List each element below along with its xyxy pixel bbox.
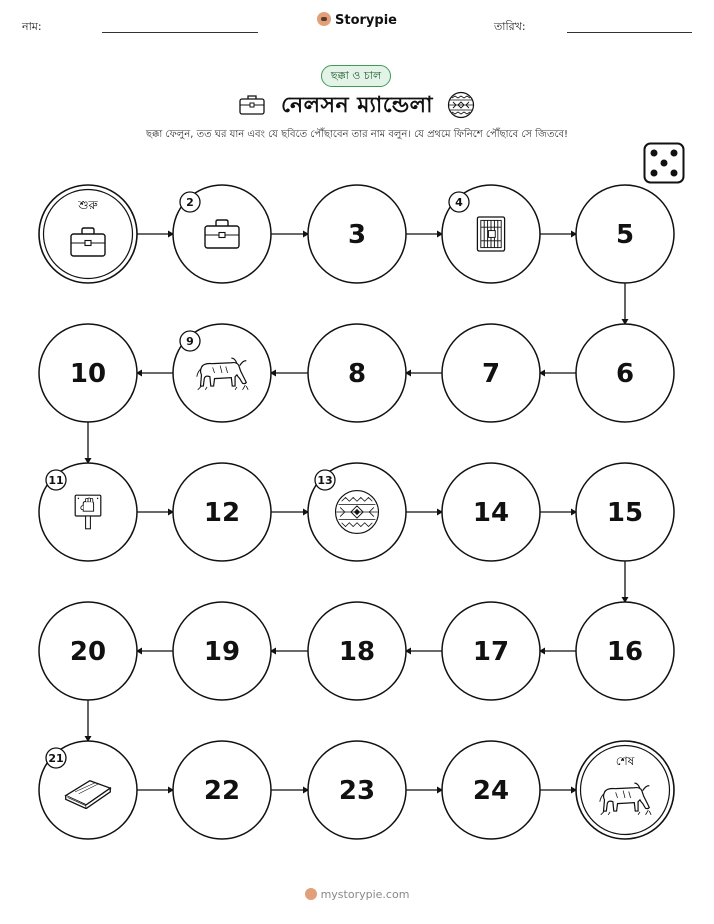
path-arrow [271,509,309,516]
footer [0,888,714,901]
board-cell [39,463,137,561]
path-arrow [85,700,92,742]
path-arrow [622,283,629,325]
board-cell [308,741,406,839]
cell-number-badge [315,470,335,490]
finish-label: শেষ [615,754,635,768]
cell-number: 18 [338,637,376,667]
board-cell [308,324,406,422]
storypie-logo-icon [305,888,317,900]
svg-text:11: 11 [48,474,64,487]
instructions: ছক্কা ফেলুন, তত ঘর যান এবং যে ছবিতে পৌঁছাবেন তার নাম বলুন। যে প্রথমে ফিনিশে পৌঁছাবে সে জিতবে! [145,129,569,140]
path-arrow [539,648,576,655]
cell-number-badge [46,470,66,490]
path-arrow [137,787,174,794]
board-cell [308,602,406,700]
path-arrow [136,648,173,655]
cell-number: 16 [606,637,644,667]
cell-number: 17 [472,637,510,667]
svg-text:2: 2 [186,196,194,209]
start-label: শুরু [78,198,98,212]
board-cell [308,185,406,283]
path-arrow [270,648,308,655]
cell-number: 6 [615,359,635,389]
cell-number: 3 [347,220,367,250]
date-label: তারিখ: [494,20,526,33]
cell-number: 24 [472,776,510,806]
board-cell [576,602,674,700]
board-cell [442,602,540,700]
path-arrow [85,422,92,464]
african-shield-icon [336,491,379,534]
cell-number: 12 [203,498,241,528]
path-arrow [137,509,174,516]
path-arrow [622,561,629,603]
board-cell [576,463,674,561]
board-cell [442,463,540,561]
board-cell [576,185,674,283]
cell-number-badge [449,192,469,212]
cell-number: 5 [615,220,635,250]
name-label: নাম: [22,20,42,33]
board-cell [173,602,271,700]
path-arrow [137,231,174,238]
cell-number: 20 [69,637,107,667]
cell-number: 22 [203,776,241,806]
svg-text:21: 21 [48,752,64,765]
board-cell [173,185,271,283]
cell-number-badge [46,748,66,768]
board-cell [173,463,271,561]
cell-number: 15 [606,498,644,528]
path-arrow [406,509,443,516]
board-cell [442,741,540,839]
prison-door-icon [477,217,504,251]
path-arrow [406,231,443,238]
svg-text:13: 13 [317,474,333,487]
board-cell [576,324,674,422]
brand-name: Storypie [335,13,397,28]
board-cell [39,602,137,700]
cell-number: 19 [203,637,241,667]
finish-cell [576,741,674,839]
board-cells [39,185,674,839]
path-arrow [540,231,577,238]
path-arrow [136,370,173,377]
board-cell [173,324,271,422]
cell-number: 10 [69,359,107,389]
cell-number: 7 [481,359,501,389]
path-arrow [539,370,576,377]
path-arrow [271,231,309,238]
path-arrow [270,370,308,377]
cell-number: 23 [338,776,376,806]
svg-text:4: 4 [455,196,463,209]
board-cell [173,741,271,839]
svg-text:9: 9 [186,335,194,348]
board-cell [308,463,406,561]
cell-number: 14 [472,498,510,528]
board-cell [442,185,540,283]
path-arrow [540,787,577,794]
path-arrow [406,787,443,794]
footer-url[interactable]: mystorypie.com [320,888,410,901]
game-badge: ছক্কা ও চাল [321,65,391,87]
path-arrow [271,787,309,794]
path-arrow [405,370,442,377]
board-cell [39,324,137,422]
board-cell [442,324,540,422]
page-title: নেলসন ম্যান্ডেলা [281,93,433,118]
cell-number-badge [180,192,200,212]
cell-number-badge [180,331,200,351]
path-arrow [540,509,577,516]
board-cell [39,741,137,839]
cell-number: 8 [347,359,367,389]
start-cell [39,185,137,283]
path-arrow [405,648,442,655]
